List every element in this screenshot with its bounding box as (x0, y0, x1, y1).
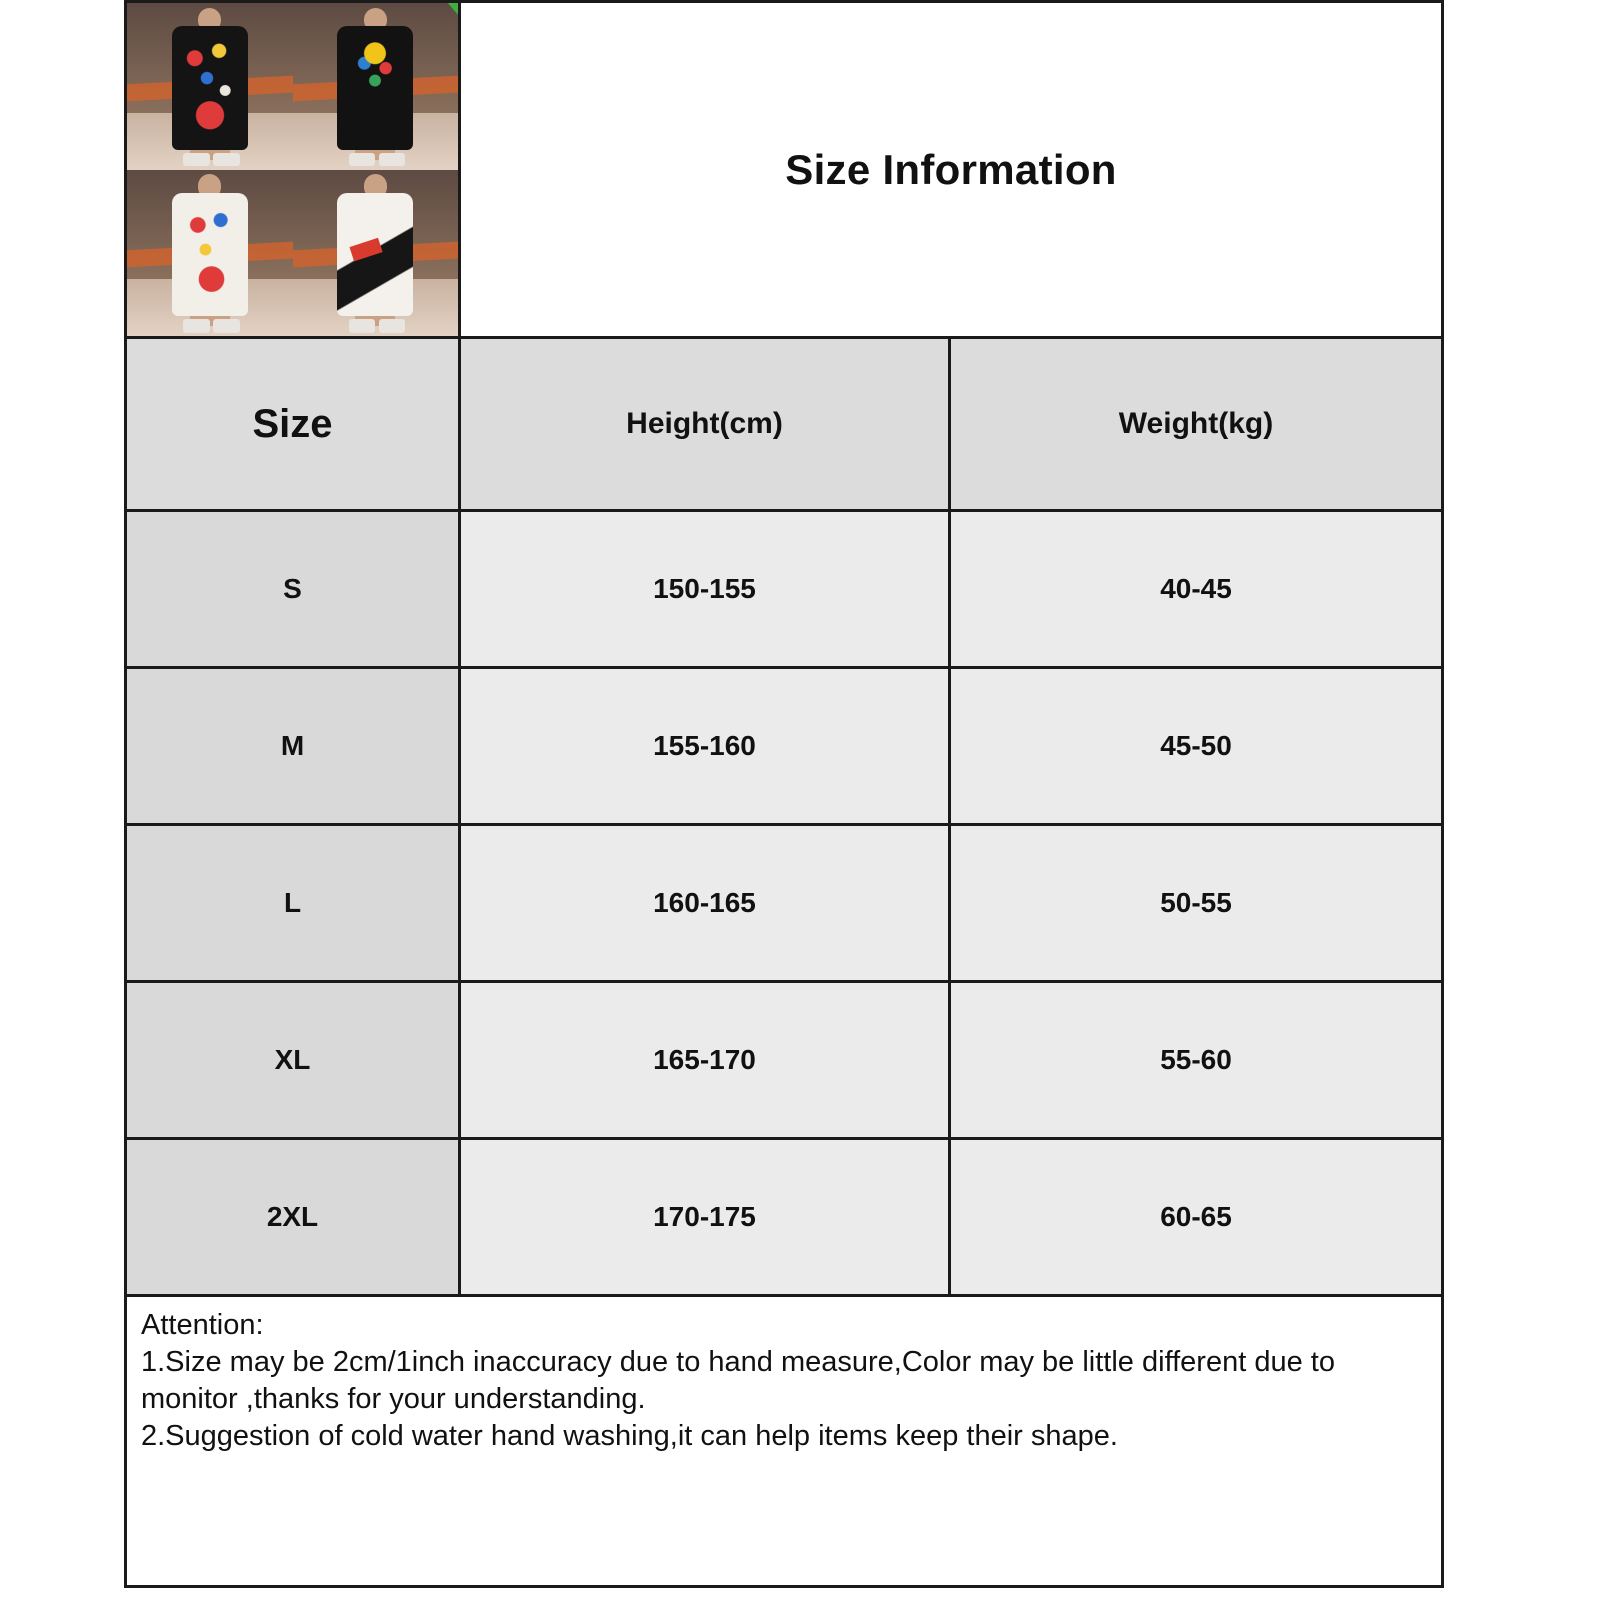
thumb-dress (337, 193, 413, 316)
thumb-shoe-right (213, 319, 239, 332)
thumbnail-black-graffiti-dress (127, 3, 293, 170)
cell-size: S (127, 512, 461, 666)
attention-block (127, 1297, 1441, 1585)
table-row (127, 669, 1441, 826)
column-header-weight: Weight(kg) (951, 339, 1441, 509)
attention-line-1: 1.Size may be 2cm/1inch inaccuracy due to hand measure,Color may be little different due to monitor ,thanks for your understanding. (141, 1346, 1335, 1416)
thumbnail-black-face-print-dress (293, 3, 459, 170)
thumb-shoe-left (349, 153, 375, 166)
table-row (127, 983, 1441, 1140)
page-title (461, 3, 1441, 336)
table-row (127, 826, 1441, 983)
thumbnail-white-abstract-dress (293, 170, 459, 337)
thumb-dress (337, 26, 413, 149)
cell-height: 170-175 (461, 1140, 951, 1294)
thumb-shoe-left (183, 153, 209, 166)
header-band (127, 3, 1441, 339)
thumb-shoe-right (379, 319, 405, 332)
table-row (127, 1140, 1441, 1297)
cell-size: 2XL (127, 1140, 461, 1294)
cell-height: 160-165 (461, 826, 951, 980)
cell-height: 165-170 (461, 983, 951, 1137)
table-row (127, 512, 1441, 669)
cell-weight: 55-60 (951, 983, 1441, 1137)
thumbnail-white-graffiti-dress (127, 170, 293, 337)
size-table (127, 339, 1441, 1297)
column-header-height: Height(cm) (461, 339, 951, 509)
thumb-shoe-right (213, 153, 239, 166)
thumb-shoe-left (183, 319, 209, 332)
cell-size: M (127, 669, 461, 823)
cell-size: L (127, 826, 461, 980)
cell-height: 155-160 (461, 669, 951, 823)
page-title-text: Size Information (785, 145, 1117, 193)
size-chart-sheet (124, 0, 1444, 1588)
thumb-dress (172, 26, 248, 149)
attention-line-2: 2.Suggestion of cold water hand washing,it can help items keep their shape. (141, 1420, 1118, 1453)
table-header-row (127, 339, 1441, 512)
thumb-dress (172, 193, 248, 316)
attention-heading: Attention: (141, 1309, 264, 1341)
cell-weight: 60-65 (951, 1140, 1441, 1294)
column-header-size: Size (127, 339, 461, 509)
cell-size: XL (127, 983, 461, 1137)
cell-weight: 45-50 (951, 669, 1441, 823)
corner-marker-icon (446, 3, 458, 17)
cell-weight: 50-55 (951, 826, 1441, 980)
thumb-shoe-left (349, 319, 375, 332)
product-thumbnail-grid (127, 3, 461, 336)
cell-height: 150-155 (461, 512, 951, 666)
cell-weight: 40-45 (951, 512, 1441, 666)
thumb-shoe-right (379, 153, 405, 166)
